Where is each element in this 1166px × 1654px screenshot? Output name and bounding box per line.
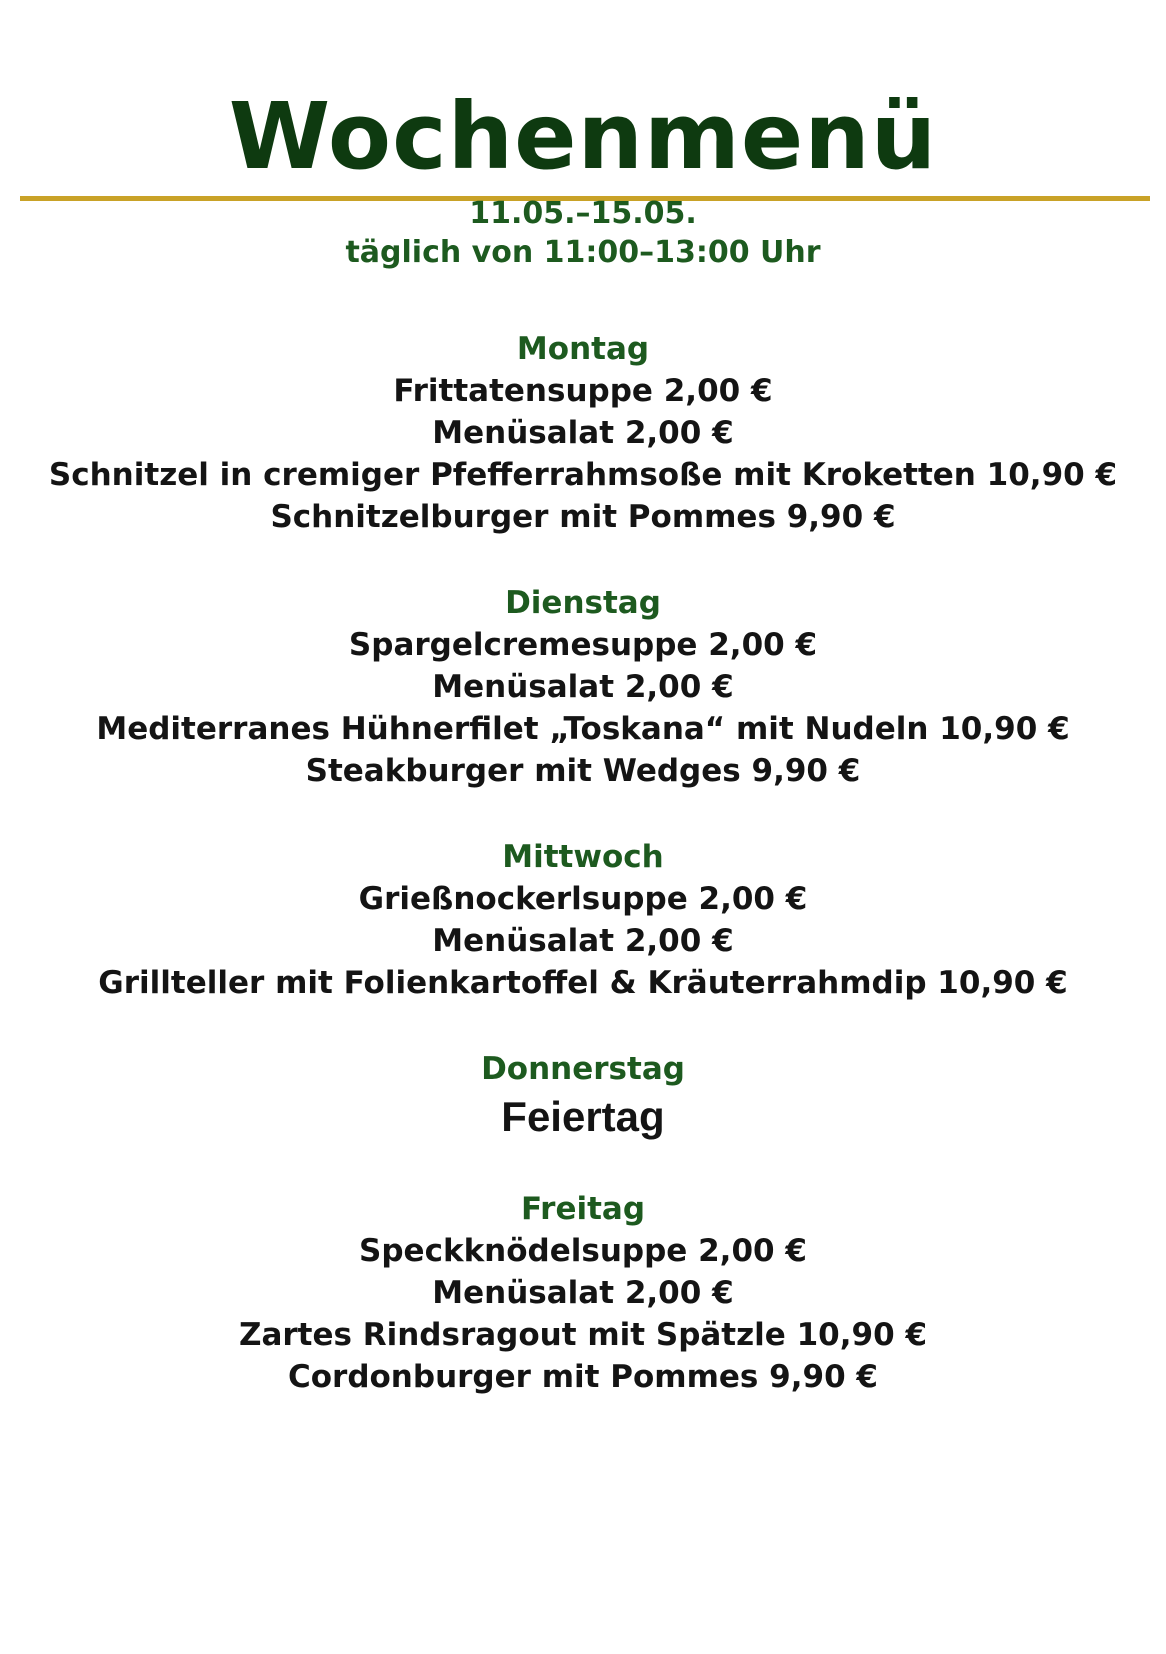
dish-item: Spargelcremesuppe 2,00 €: [348, 627, 818, 663]
dish-item: Frittatensuppe 2,00 €: [393, 373, 773, 409]
day-section-donnerstag: [0, 1048, 1166, 1144]
day-section-dienstag: [0, 582, 1166, 792]
dish-item: Cordonburger mit Pommes 9,90 €: [287, 1359, 878, 1395]
dish-item: Schnitzelburger mit Pommes 9,90 €: [270, 499, 896, 535]
dish-item: Menüsalat 2,00 €: [432, 669, 734, 705]
day-heading: Mittwoch: [502, 839, 664, 875]
weekly-menu: [0, 328, 1166, 1442]
dish-item: Grießnockerlsuppe 2,00 €: [358, 881, 808, 917]
day-section-montag: [0, 328, 1166, 538]
day-heading: Dienstag: [505, 585, 661, 621]
dish-item: Mediterranes Hühnerfilet „Toskana“ mit Nudeln 10,90 €: [96, 711, 1070, 747]
date-range: 11.05.–15.05.: [469, 196, 697, 231]
day-heading: Montag: [516, 331, 650, 367]
day-heading: Donnerstag: [481, 1051, 685, 1087]
service-hours: täglich von 11:00–13:00 Uhr: [345, 235, 821, 270]
dish-item: Speckknödelsuppe 2,00 €: [359, 1233, 807, 1269]
dish-item: Menüsalat 2,00 €: [432, 415, 734, 451]
day-section-mittwoch: [0, 836, 1166, 1004]
dish-item: Menüsalat 2,00 €: [432, 1275, 734, 1311]
holiday-notice: Feiertag: [501, 1093, 665, 1140]
dish-item: Menüsalat 2,00 €: [432, 923, 734, 959]
dish-item: Zartes Rindsragout mit Spätzle 10,90 €: [238, 1317, 928, 1353]
day-section-freitag: [0, 1188, 1166, 1398]
page-title: Wochenmenü: [228, 83, 938, 190]
dish-item: Steakburger mit Wedges 9,90 €: [305, 753, 861, 789]
dish-item: Grillteller mit Folienkartoffel & Kräuterrahmdip 10,90 €: [98, 965, 1068, 1001]
dish-item: Schnitzel in cremiger Pfefferrahmsoße mit Kroketten 10,90 €: [48, 457, 1118, 493]
day-heading: Freitag: [520, 1191, 646, 1227]
